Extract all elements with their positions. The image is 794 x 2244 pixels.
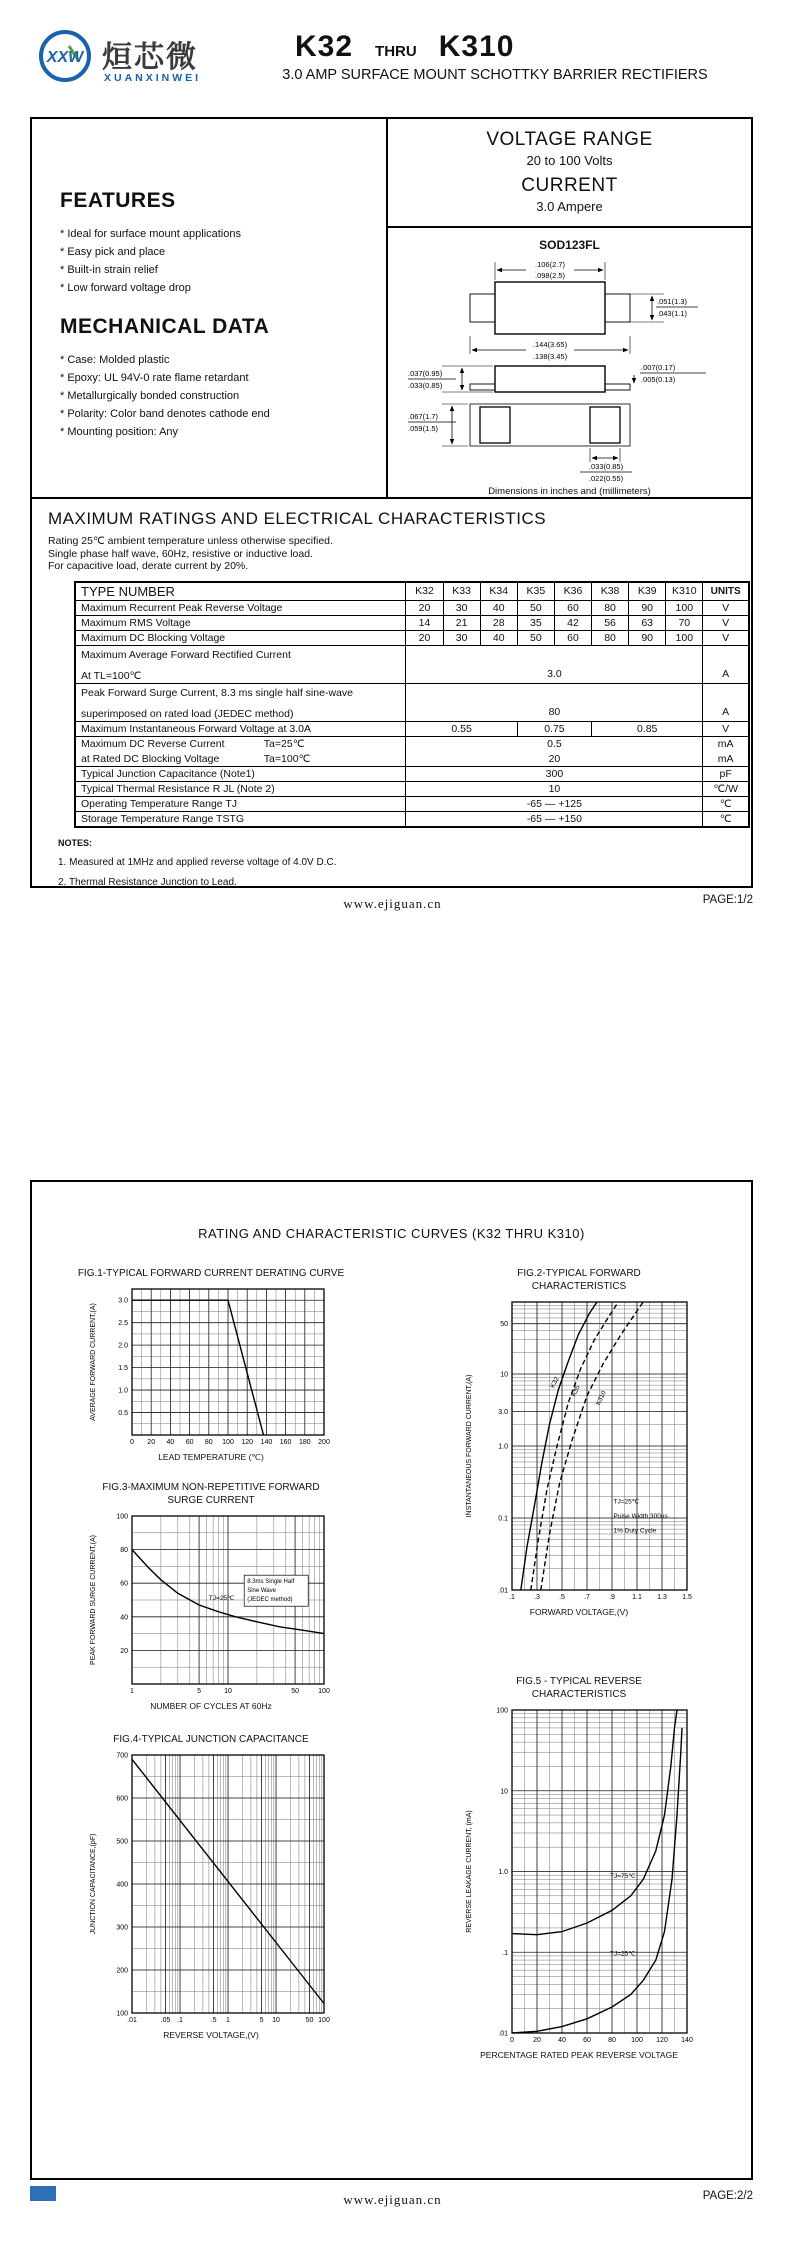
annotation: TJ=25℃	[609, 1950, 636, 1958]
value-cell: 42	[554, 616, 591, 631]
column-header: K39	[629, 582, 666, 601]
row-label: Typical Thermal Resistance R JL (Note 2)	[75, 782, 406, 797]
row-label: Storage Temperature Range TSTG	[75, 812, 406, 828]
mechanical-item: * Case: Molded plastic	[60, 354, 170, 366]
column-header: K34	[480, 582, 517, 601]
page2-title: RATING AND CHARACTERISTIC CURVES (K32 THRU K310)	[198, 1226, 585, 1241]
value-cell: 60	[554, 601, 591, 616]
row-label: Maximum DC Reverse Current Ta=25℃	[75, 737, 406, 752]
svg-text:1.0: 1.0	[497, 1443, 508, 1451]
title-block	[200, 30, 790, 83]
y-axis-label: INSTANTANEOUS FORWARD CURRENT,(A)	[465, 1374, 473, 1518]
svg-text:40: 40	[557, 2037, 566, 2044]
mechanical-item: * Epoxy: UL 94V-0 rate flame retardant	[60, 372, 249, 384]
value-cell: 30	[443, 631, 480, 646]
fig1-title: FIG.1-TYPICAL FORWARD CURRENT DERATING CURVE	[77, 1268, 345, 1279]
svg-text:140: 140	[260, 1439, 273, 1446]
unit-cell: V	[703, 616, 749, 631]
value-cell: 100	[666, 631, 703, 646]
column-header: K33	[443, 582, 480, 601]
svg-text:.9: .9	[608, 1594, 615, 1601]
features-heading: FEATURES	[60, 189, 176, 212]
column-header: K310	[666, 582, 703, 601]
fig4-figure	[46, 1733, 376, 2040]
svg-text:0: 0	[130, 1439, 134, 1446]
svg-text:2.0: 2.0	[118, 1342, 128, 1350]
svg-text:100: 100	[318, 2017, 330, 2024]
svg-text:10: 10	[499, 1788, 508, 1796]
page1-header	[30, 20, 755, 116]
y-axis-label: AVERAGE FORWARD CURRENT,(A)	[90, 1303, 97, 1421]
table-row	[75, 722, 749, 737]
svg-text:3.0: 3.0	[497, 1409, 508, 1417]
value-cell: 80	[592, 631, 629, 646]
logo-monogram: XXW	[46, 49, 84, 66]
voltage-range-label: VOLTAGE RANGE	[486, 129, 653, 150]
page-number: PAGE:2/2	[702, 2190, 753, 2202]
svg-text:80: 80	[204, 1439, 213, 1446]
svg-text:40: 40	[120, 1614, 128, 1622]
footer-website: www.ejiguan.cn	[343, 2192, 442, 2207]
fig5-xlabel: PERCENTAGE RATED PEAK REVERSE VOLTAGE	[480, 2050, 678, 2060]
table-row	[75, 684, 749, 722]
svg-text:0: 0	[509, 2037, 514, 2044]
value-cell: 28	[480, 616, 517, 631]
fig3-title: FIG.3-MAXIMUM NON-REPETITIVE FORWARD	[102, 1482, 320, 1493]
svg-text:10: 10	[272, 2017, 280, 2024]
value-cell: 90	[629, 601, 666, 616]
voltage-range-value: 20 to 100 Volts	[526, 153, 613, 168]
ratings-table	[74, 581, 750, 829]
svg-text:400: 400	[116, 1881, 128, 1889]
annotation: Sine Wave	[247, 1588, 276, 1595]
value-cell: -65 — +150	[406, 812, 703, 828]
table-row	[75, 601, 749, 616]
value-cell: 80	[592, 601, 629, 616]
svg-text:300: 300	[116, 1924, 128, 1932]
notes-section	[58, 838, 731, 888]
row-label: Maximum Average Forward Rectified Current At TL=100℃	[75, 646, 406, 684]
svg-text:10: 10	[224, 1688, 232, 1695]
table-row	[75, 797, 749, 812]
value-cell: 10	[406, 782, 703, 797]
svg-text:1: 1	[226, 2017, 230, 2024]
fig2-figure	[422, 1267, 736, 1617]
mechanical-list	[60, 351, 376, 441]
value-cell: 0.75	[517, 722, 591, 737]
dim-body-width-min: .098(2.5)	[534, 271, 565, 280]
fig3-figure	[46, 1481, 376, 1711]
features-column	[32, 119, 386, 497]
fig1-figure	[46, 1267, 376, 1463]
svg-text:20: 20	[147, 1439, 156, 1446]
part-number-end: K310	[438, 30, 515, 63]
current-value: 3.0 Ampere	[536, 199, 603, 214]
fig4-xlabel: REVERSE VOLTAGE,(V)	[163, 2030, 259, 2040]
value-cell: 100	[666, 601, 703, 616]
table-row	[75, 616, 749, 631]
row-label: Maximum RMS Voltage	[75, 616, 406, 631]
svg-text:1.3: 1.3	[656, 1594, 667, 1601]
fig2-xlabel: FORWARD VOLTAGE,(V)	[529, 1607, 629, 1617]
unit-cell: V	[703, 722, 749, 737]
condition-line: Rating 25℃ ambient temperature unless otherwise specified.	[48, 535, 333, 547]
value-cell: 0.55	[406, 722, 517, 737]
svg-text:1: 1	[130, 1688, 134, 1695]
annotation: (JEDEC method)	[247, 1597, 293, 1604]
svg-text:.01: .01	[497, 2030, 508, 2038]
svg-text:600: 600	[116, 1795, 128, 1803]
value-cell: 40	[480, 601, 517, 616]
svg-text:120: 120	[241, 1439, 254, 1446]
fig2-plot	[462, 1296, 697, 1606]
mechanical-heading: MECHANICAL DATA	[60, 315, 270, 338]
svg-text:0.1: 0.1	[497, 1515, 508, 1523]
svg-text:60: 60	[185, 1439, 194, 1446]
feature-item: * Built-in strain relief	[60, 264, 158, 276]
table-row	[75, 631, 749, 646]
feature-item: * Low forward voltage drop	[60, 282, 191, 294]
page2-footer	[30, 2192, 755, 2216]
svg-text:2.5: 2.5	[118, 1320, 128, 1328]
unit-cell: mA	[703, 737, 749, 752]
unit-cell: A	[703, 646, 749, 684]
condition-line: For capacitive load, derate current by 20%.	[48, 560, 249, 572]
row-label: Typical Junction Capacitance (Note1)	[75, 767, 406, 782]
unit-cell: pF	[703, 767, 749, 782]
svg-text:50: 50	[291, 1688, 299, 1695]
svg-text:1.1: 1.1	[631, 1594, 642, 1601]
footer-website: www.ejiguan.cn	[343, 896, 442, 911]
value-cell: 20	[406, 631, 443, 646]
mechanical-item: * Metallurgically bonded construction	[60, 390, 240, 402]
value-cell: 300	[406, 767, 703, 782]
column-header: K32	[406, 582, 443, 601]
package-name: SOD123FL	[539, 238, 600, 252]
dim-body-width-max: .106(2.7)	[534, 260, 565, 269]
feature-item: * Easy pick and place	[60, 246, 166, 258]
voltage-current-block	[388, 119, 751, 228]
company-name-cn: 烜芯微	[102, 41, 198, 74]
unit-cell: mA	[703, 752, 749, 767]
fig2-title: FIG.2-TYPICAL FORWARD	[517, 1268, 641, 1279]
annotation: K35	[569, 1384, 582, 1398]
annotation: 8.3ms Single Half	[247, 1579, 295, 1586]
svg-text:.5: .5	[210, 2017, 217, 2024]
svg-text:100: 100	[116, 2010, 128, 2018]
svg-text:.1: .1	[177, 2017, 183, 2024]
page2-body	[30, 1180, 753, 2180]
specs-column	[386, 119, 751, 497]
charts-area	[32, 1267, 751, 2060]
fig5-subtitle: CHARACTERISTICS	[531, 1689, 627, 1700]
note-item: 1. Measured at 1MHz and applied reverse voltage of 4.0V D.C.	[58, 857, 337, 868]
page-number: PAGE:1/2	[702, 894, 753, 906]
svg-text:20: 20	[120, 1647, 128, 1655]
fig4-plot	[86, 1749, 336, 2029]
thru-label: THRU	[375, 43, 417, 60]
svg-text:.3: .3	[533, 1594, 540, 1601]
svg-text:100: 100	[318, 1688, 330, 1695]
value-cell: 40	[480, 631, 517, 646]
svg-text:160: 160	[279, 1439, 292, 1446]
svg-text:50: 50	[305, 2017, 314, 2024]
logo-circle-icon	[36, 26, 96, 86]
annotation: TJ=25℃	[613, 1498, 639, 1506]
svg-text:700: 700	[116, 1752, 128, 1760]
fig1-xlabel: LEAD TEMPERATURE (℃)	[158, 1452, 264, 1462]
svg-text:.1: .1	[501, 1949, 508, 1957]
column-header: K35	[517, 582, 554, 601]
svg-text:50: 50	[499, 1321, 508, 1329]
dim-body-height-max: .037(0.95)	[407, 369, 442, 378]
column-header: K38	[592, 582, 629, 601]
condition-line: Single phase half wave, 60Hz, resistive or inductive load.	[48, 547, 313, 560]
value-cell: 0.5	[406, 737, 703, 752]
table-row	[75, 646, 749, 684]
svg-text:.5: .5	[558, 1594, 565, 1601]
fig4-title: FIG.4-TYPICAL JUNCTION CAPACITANCE	[113, 1734, 309, 1745]
package-block	[388, 228, 751, 497]
svg-text:1.0: 1.0	[118, 1387, 128, 1395]
dim-lead-thickness-min: .005(0.13)	[640, 375, 675, 384]
svg-text:5: 5	[197, 1688, 202, 1695]
package-dimensions	[408, 260, 688, 483]
dimensions-caption: Dimensions in inches and (millimeters)	[488, 486, 651, 497]
annotation: TJ=75℃	[609, 1872, 636, 1880]
svg-text:.01: .01	[127, 2017, 137, 2024]
svg-text:0.5: 0.5	[118, 1410, 128, 1418]
mechanical-item: * Polarity: Color band denotes cathode end	[60, 408, 270, 420]
value-cell: -65 — +125	[406, 797, 703, 812]
svg-text:.1: .1	[508, 1594, 515, 1601]
svg-text:5: 5	[259, 2017, 264, 2024]
svg-text:1.5: 1.5	[681, 1594, 692, 1601]
dim-lead-span-min: .043(1.1)	[656, 309, 687, 318]
value-cell: 20	[406, 601, 443, 616]
table-row	[75, 767, 749, 782]
svg-text:10: 10	[499, 1371, 508, 1379]
table-row	[75, 752, 749, 767]
svg-text:80: 80	[607, 2037, 616, 2044]
dim-overall-width-min: .138(3.45)	[532, 352, 567, 361]
datasheet-subtitle: 3.0 AMP SURFACE MOUNT SCHOTTKY BARRIER RECTIFIERS	[282, 67, 708, 83]
company-name-en: XUANXINWEI	[104, 72, 202, 84]
value-cell: 63	[629, 616, 666, 631]
ratings-heading: MAXIMUM RATINGS AND ELECTRICAL CHARACTERISTICS	[48, 509, 547, 528]
column-header: UNITS	[703, 582, 749, 601]
value-cell: 50	[517, 631, 554, 646]
column-header: TYPE NUMBER	[75, 582, 406, 601]
svg-text:60: 60	[582, 2037, 591, 2044]
svg-text:200: 200	[318, 1439, 330, 1446]
annotation: Pulse Width 300us	[613, 1513, 668, 1520]
fig2-subtitle: CHARACTERISTICS	[531, 1281, 627, 1292]
row-label: Maximum DC Blocking Voltage	[75, 631, 406, 646]
value-cell: 70	[666, 616, 703, 631]
row-label: Peak Forward Surge Current, 8.3 ms single half sine-wave superimposed on rated load (JEDEC method)	[75, 684, 406, 722]
fig1-plot	[86, 1283, 336, 1451]
feature-item: * Ideal for surface mount applications	[60, 228, 241, 240]
svg-text:1.0: 1.0	[497, 1869, 508, 1876]
y-axis-label: JUNCTION CAPACITANCE,(pF)	[90, 1833, 97, 1935]
unit-cell: A	[703, 684, 749, 722]
row-label: Operating Temperature Range TJ	[75, 797, 406, 812]
value-cell: 20	[406, 752, 703, 767]
unit-cell: V	[703, 631, 749, 646]
dim-overall-width-max: .144(3.65)	[532, 340, 567, 349]
value-cell: 35	[517, 616, 554, 631]
column-header: K36	[554, 582, 591, 601]
svg-text:100: 100	[630, 2037, 643, 2044]
current-label: CURRENT	[521, 175, 618, 196]
page1-footer	[30, 896, 755, 920]
ratings-conditions	[48, 535, 731, 573]
svg-text:120: 120	[655, 2037, 668, 2044]
table-row	[75, 737, 749, 752]
row-label: at Rated DC Blocking Voltage Ta=100℃	[75, 752, 406, 767]
value-cell: 21	[443, 616, 480, 631]
svg-text:.7: .7	[583, 1594, 590, 1601]
svg-text:100: 100	[495, 1707, 508, 1715]
svg-text:40: 40	[166, 1439, 175, 1446]
table-header-row	[75, 582, 749, 601]
fig3-subtitle: SURGE CURRENT	[167, 1495, 255, 1506]
value-cell: 50	[517, 601, 554, 616]
svg-text:200: 200	[116, 1967, 128, 1975]
series-TJ=25C	[512, 1728, 682, 2033]
note-item: 2. Thermal Resistance Junction to Lead.	[58, 877, 237, 888]
dim-lead-thickness-max: .007(0.17)	[640, 363, 675, 372]
annotation: K32	[548, 1375, 561, 1390]
value-cell: 90	[629, 631, 666, 646]
row-label: Maximum Instantaneous Forward Voltage at 3.0A	[75, 722, 406, 737]
annotation: TJ=25℃	[208, 1595, 235, 1602]
svg-text:3.0: 3.0	[118, 1297, 128, 1305]
value-cell: 0.85	[592, 722, 703, 737]
notes-heading: NOTES:	[58, 838, 93, 848]
dim-lead-width-max: .033(0.85)	[588, 462, 623, 471]
package-drawing	[400, 254, 740, 484]
y-axis-label: REVERSE LEAKAGE CURRENT, (mA)	[465, 1810, 473, 1933]
part-number-start: K32	[295, 30, 354, 63]
unit-cell: ℃	[703, 812, 749, 828]
annotation: 1% Duty Cycle	[613, 1527, 656, 1535]
mechanical-item: * Mounting position: Any	[60, 426, 179, 438]
value-cell: 60	[554, 631, 591, 646]
svg-text:60: 60	[120, 1580, 128, 1588]
value-cell: 3.0	[406, 646, 703, 684]
table-row	[75, 782, 749, 797]
fig3-xlabel: NUMBER OF CYCLES AT 60Hz	[150, 1701, 272, 1711]
svg-text:1.5: 1.5	[118, 1365, 128, 1373]
svg-text:80: 80	[120, 1547, 128, 1555]
unit-cell: V	[703, 601, 749, 616]
dim-body-depth-min: .059(1.5)	[407, 424, 438, 433]
svg-text:.01: .01	[497, 1587, 508, 1595]
fig5-title: FIG.5 - TYPICAL REVERSE	[516, 1676, 642, 1687]
dim-lead-width-min: .022(0.55)	[588, 474, 623, 483]
svg-text:500: 500	[116, 1838, 128, 1846]
value-cell: 14	[406, 616, 443, 631]
dim-body-depth-max: .067(1.7)	[407, 412, 438, 421]
value-cell: 80	[406, 684, 703, 722]
svg-text:180: 180	[298, 1439, 311, 1446]
page1-body	[30, 117, 753, 888]
unit-cell: ℃	[703, 797, 749, 812]
fig5-plot	[462, 1704, 697, 2049]
fig3-plot	[86, 1510, 336, 1700]
svg-text:20: 20	[532, 2037, 541, 2044]
value-cell: 56	[592, 616, 629, 631]
dim-body-height-min: .033(0.85)	[407, 381, 442, 390]
features-list	[60, 225, 376, 297]
fig5-figure	[422, 1675, 736, 2060]
table-row	[75, 812, 749, 828]
row-label: Maximum Recurrent Peak Reverse Voltage	[75, 601, 406, 616]
y-axis-label: PEAK FORWARD SURGE CURRENT,(A)	[90, 1535, 97, 1665]
ratings-section	[32, 499, 751, 888]
value-cell: 30	[443, 601, 480, 616]
annotation: K310	[594, 1389, 608, 1407]
svg-text:100: 100	[116, 1513, 128, 1521]
dim-lead-span-max: .051(1.3)	[656, 297, 687, 306]
unit-cell: ℃/W	[703, 782, 749, 797]
part-number-title	[200, 30, 790, 64]
svg-text:140: 140	[680, 2037, 693, 2044]
svg-text:100: 100	[222, 1439, 234, 1446]
svg-text:.05: .05	[160, 2017, 171, 2024]
